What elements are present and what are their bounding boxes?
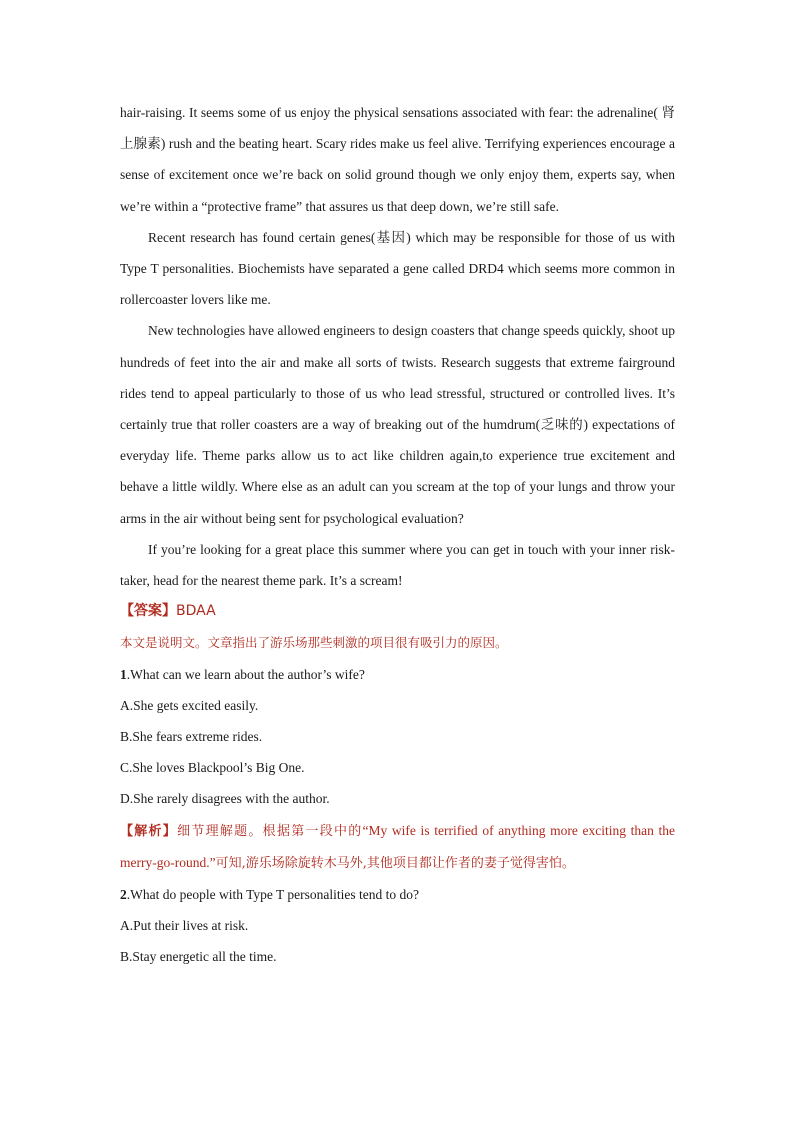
option-a: A.She gets excited easily.: [120, 697, 259, 713]
analysis-tag: 【解析】: [120, 823, 178, 839]
option-d: D.She rarely disagrees with the author.: [120, 791, 330, 807]
answer-line: [120, 596, 675, 627]
question-text: .What do people with Type T personalities tend to do?: [126, 887, 419, 903]
document-page: [120, 97, 675, 973]
option-c: C.She loves Blackpool’s Big One.: [120, 760, 305, 776]
question-number: 1: [120, 666, 127, 682]
analysis-quote: “My wife is terrified of anything more exciting than the merry-go-round.”: [120, 822, 675, 870]
passage-paragraph-2: Recent research has found certain genes(基因) which may be responsible for those of us with Type T personalities. Biochemists have separated a gene called DRD4 which seems more common in rollercoaster lovers like me.: [120, 229, 675, 308]
passage-paragraph-3: New technologies have allowed engineers to design coasters that change speeds quickly, shoot up hundreds of feet into the air and make all sorts of twists. Research suggests that extreme fairground rides tend to appeal particularly to those of us who lead stressful, structured or controlled lives. It’s certainly true that roller coasters are a way of breaking out of the humdrum(乏味的) expectations of everyday life. Theme parks allow us to act like children again,to experience true excitement and behave a little wildly. Where else as an adult can you scream at the top of your lungs and throw your arms in the air without being sent for psychological evaluation?: [120, 323, 675, 526]
question-1: [120, 659, 675, 690]
passage-summary: 本文是说明文。文章指出了游乐场那些刺激的项目很有吸引力的原因。: [120, 635, 508, 651]
question-text: .What can we learn about the author’s wife?: [126, 666, 365, 682]
answer-value: BDAA: [176, 603, 216, 620]
passage-paragraph-1: hair-raising. It seems some of us enjoy the physical sensations associated with fear: the adrenaline( 肾上腺素) rush and the beating heart. Scary rides make us feel alive. Terrifying experiences encourage a sense of excitement once we’re back on solid ground though we only enjoy them, experts say, when we’re within a “protective frame” that assures us that deep down, we’re still safe.: [120, 105, 675, 214]
question-2: [120, 879, 675, 910]
analysis-lead: 细节理解题。根据第一段中的: [177, 823, 363, 839]
option-b: B.Stay energetic all the time.: [120, 949, 277, 965]
answer-label: 【答案】: [120, 603, 176, 620]
option-b: B.She fears extreme rides.: [120, 729, 263, 745]
option-a: A.Put their lives at risk.: [120, 918, 249, 934]
passage-paragraph-4: If you’re looking for a great place this summer where you can get in touch with your inner risk-taker, head for the nearest theme park. It’s a scream!: [120, 541, 675, 589]
analysis-tail: 可知,游乐场除旋转木马外,其他项目都让作者的妻子觉得害怕。: [215, 855, 575, 871]
question-number: 2: [120, 887, 127, 903]
analysis-1: [120, 815, 675, 879]
